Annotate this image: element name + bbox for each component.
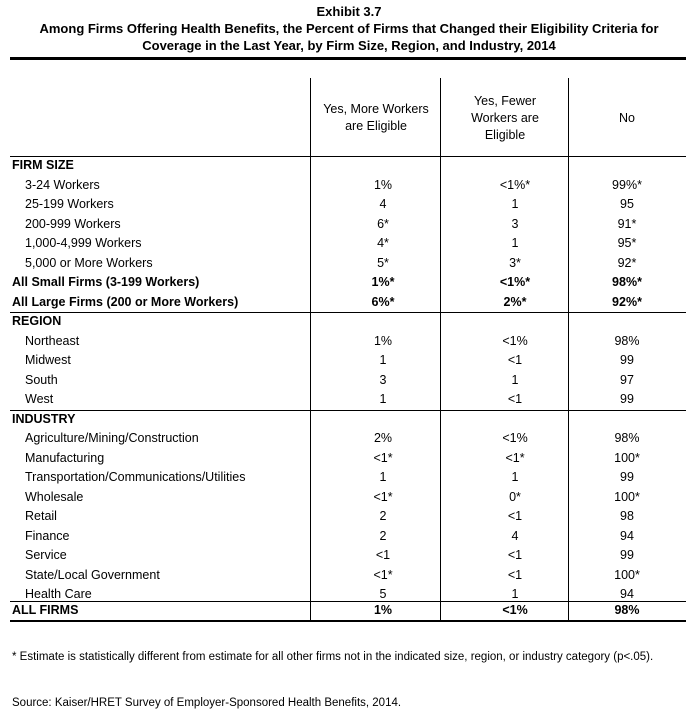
exhibit-title-line-2: Coverage in the Last Year, by Firm Size, Region, and Industry, 2014 bbox=[142, 38, 556, 53]
table-row: 5,000 or More Workers 5* 3* 92* bbox=[25, 255, 637, 270]
table-row: Midwest 1 <1 99 bbox=[25, 353, 634, 367]
table-row: Wholesale <1* 0* 100* bbox=[25, 489, 640, 504]
table-row: West 1 <1 99 bbox=[25, 392, 634, 406]
exhibit-title-block bbox=[0, 3, 698, 54]
table-row: 1,000-4,999 Workers 4* 1 95* bbox=[25, 236, 637, 250]
column-header-more-eligible: Yes, More Workers are Eligible bbox=[323, 102, 429, 133]
section-heading-firm-size: FIRM SIZE bbox=[12, 158, 74, 172]
table-row: 25-199 Workers 4 1 95 bbox=[25, 197, 634, 211]
title-rule bbox=[10, 57, 686, 60]
exhibit-label: Exhibit 3.7 bbox=[316, 4, 382, 19]
table-row: Service <1 <1 99 bbox=[25, 548, 634, 562]
table-row: Retail 2 <1 98 bbox=[25, 509, 634, 523]
total-row-large-firms: All Large Firms (200 or More Workers) 6%* 2%* 92%* bbox=[12, 294, 642, 309]
section-heading-region: REGION bbox=[12, 314, 62, 328]
table-row: Agriculture/Mining/Construction 2% <1% 98% bbox=[25, 431, 640, 445]
footnote: * Estimate is statistically different from estimate for all other firms not in the indicated size, region, or industry category (p<.05). bbox=[12, 651, 654, 663]
table-bottom-rule bbox=[10, 620, 686, 622]
table-row: 200-999 Workers 6* 3 91* bbox=[25, 216, 637, 231]
table-row: 3-24 Workers 1% <1%* 99%* bbox=[25, 177, 642, 192]
table-row: Manufacturing <1* <1* 100* bbox=[25, 450, 640, 465]
table-row: Northeast 1% <1% 98% bbox=[25, 333, 640, 348]
table-row: Finance 2 4 94 bbox=[25, 528, 634, 543]
total-row-small-firms: All Small Firms (3-199 Workers) 1%* <1%* 98%* bbox=[12, 275, 642, 289]
exhibit-title-line-1: Among Firms Offering Health Benefits, the Percent of Firms that Changed their Eligibility Criteria for bbox=[39, 21, 659, 36]
total-row-all-firms: ALL FIRMS 1% <1% 98% bbox=[12, 603, 640, 617]
table-row: Transportation/Communications/Utilities 1 1 99 bbox=[25, 470, 634, 484]
table-row: Health Care 5 1 94 bbox=[25, 587, 634, 601]
column-header-fewer-eligible: Yes, Fewer Workers are Eligible bbox=[471, 93, 539, 142]
table-row: State/Local Government <1* <1 100* bbox=[25, 567, 640, 582]
section-heading-industry: INDUSTRY bbox=[12, 411, 76, 426]
source-note: Source: Kaiser/HRET Survey of Employer-Sponsored Health Benefits, 2014. bbox=[12, 697, 402, 709]
table-row: South 3 1 97 bbox=[25, 372, 634, 387]
column-header-no: No bbox=[619, 110, 635, 125]
